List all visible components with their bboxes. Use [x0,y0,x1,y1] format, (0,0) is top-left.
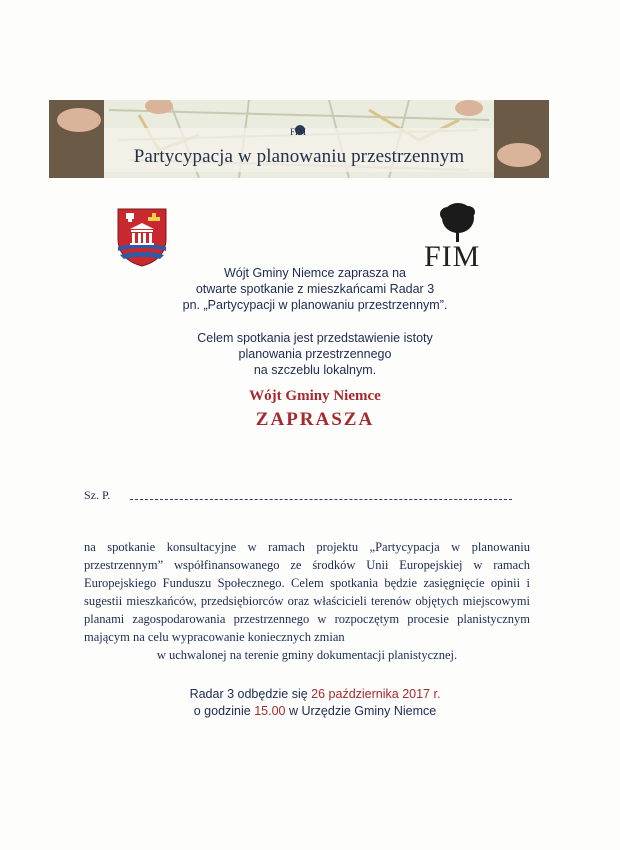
event-time-line [80,703,550,720]
event-details [80,686,550,720]
goal-line: na szczeblu lokalnym. [253,363,377,377]
intro-line: pn. „Partycypacji w planowaniu przestrzennym”. [182,298,448,312]
invitation-heading: Wójt Gminy Niemce [249,388,381,404]
addressee-label: Sz. P. [84,488,111,502]
body-last-line: w uchwalonej na terenie gminy dokumentacji planistycznej. [156,648,458,662]
date-prefix: Radar 3 odbędzie się [189,687,312,701]
event-time: 15.00 [254,704,286,718]
time-prefix: o godzinie [193,704,255,718]
banner-title: Partycypacja w planowaniu przestrzennym [133,146,465,167]
event-date-line [80,686,550,703]
body-text: na spotkanie konsultacyjne w ramach projektu „Partycypacja w planowaniu przestrzennym” współfinansowanego ze środków Unii Europejskiej w ramach Europejskiego Funduszu Społecznego. Celem spotkania będzie zasięgnięcie opinii i sugestii mieszkańców, przedsiębiorców oraz właścicieli terenów objętych miejscowymi planami zagospodarowania przestrzennego w rozpoczętym procesie planistycznym mającym na celu wypracowanie koniecznych zmian [84,540,530,644]
fim-logo-text: FIM [424,240,481,273]
goal-text [80,330,550,378]
invitation-main: ZAPRASZA [255,409,375,430]
body-paragraph [84,538,530,664]
banner-fim-text: FIM [290,127,307,137]
addressee-line [130,499,512,500]
intro-line: Wójt Gminy Niemce zaprasza na [223,266,406,280]
goal-line: planowania przestrzennego [238,347,392,361]
intro-text [80,265,550,313]
event-date: 26 października 2017 r. [311,687,441,701]
coat-of-arms-icon [116,207,168,267]
intro-line: otwarte spotkanie z mieszkańcami Radar 3 [195,282,435,296]
time-suffix: w Urzędzie Gminy Niemce [285,704,437,718]
goal-line: Celem spotkania jest przedstawienie istoty [197,331,433,345]
